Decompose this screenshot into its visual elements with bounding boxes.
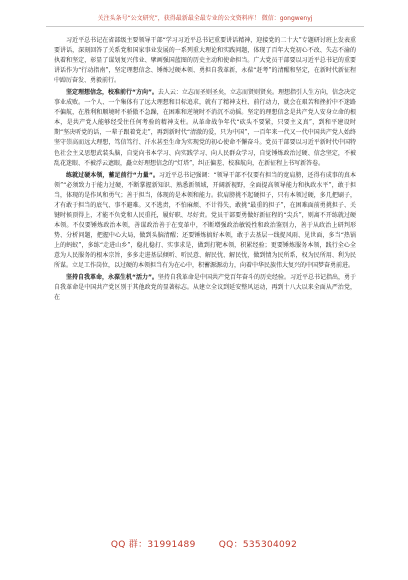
paragraph-text: 去人云：立志而圣则圣矣，立志而贤则贤矣。理想指引人生方向，信念决定事业成败。一个人、一个集体有了远大理想和目标追求，就有了精神支柱、前行动力，就会在艰苦和挫折中不迷路不偏航，在胜利和顺境时不骄傲不急躁，在困难和逆境时不消沉不动摇。坚定的理想信念是共产党人安身立命的根本，是共产党人能够经受住任何考验的精神支柱。从革命战争年代“砍头不要紧，只要主义真”，到和平建设时期“坚决听党的话，一辈子跟着党走”，再到新时代“清澈的爱，只为中国”，一百年来一代又一代中国共产党人始终坚守崇高而远大理想，笃信笃行、汗水甚至生命为实现党的初心使命不懈奋斗。党员干部要以习近平新时代中国特色社会主义思想武装头脑，自觉向书本学习、向实践学习、向人民群众学习，自觉锤炼政治过硬、信念坚定，不被乱花迷眼、不被浮云遮眼，矗立好理想信念的“灯塔”，纠正偏差、校准航向，在新征程上书写新答卷。 bbox=[54, 89, 356, 167]
paragraph-ideals bbox=[54, 88, 356, 168]
paragraph-text: 坚持自我革命是中国共产党百年奋斗的历史经验。习近平总书记指出，勇于自我革命是中国共产党区别于其他政党的显著标志。从建立全议到延安整风运动，再到十八大以来全面从严治党，在 bbox=[54, 274, 356, 302]
paragraph-text: 习近平总书记在省部级主要领导干部“学习习近平总书记重要讲话精神，迎接党的二十大”专题研讨班上发表重要讲话，深刻回答了关系党和国家事业发展的一系列重大理论和实践问题，体现了百年大党初心不改、失志不渝的执着和坚定，彰显了谋划复兴伟业、擘画强国蓝图的历史主动和使命担当。广大党员干部要以习近平总书记的重要讲话作为“行动指南”，坚定理想信念、锤炼过硬本领、勇担自我革新，永葆“赶考”的清醒和坚定，在新时代新征程中踔厉奋发、勇毅前行。 bbox=[54, 37, 356, 85]
paragraph-skills bbox=[54, 171, 356, 271]
footer-qq-group: QQ 群：31991489 bbox=[110, 540, 196, 550]
paragraph-heading: 坚持自我革命，永葆生机“活力”。 bbox=[66, 274, 158, 282]
article-body bbox=[54, 36, 356, 536]
paragraph-heading: 坚定理想信念，校准前行“方向”。 bbox=[66, 89, 158, 97]
footer-contact bbox=[0, 537, 408, 550]
header-banner: 关注头条号“公文研究”，获得最新最全最专业的公文资料库！ 微信：gongwenyj bbox=[97, 15, 313, 22]
paragraph-intro bbox=[54, 36, 356, 86]
footer-qq: QQ：535304092 bbox=[218, 540, 298, 550]
paragraph-self-revolution bbox=[54, 273, 356, 303]
paragraph-text: 习近平总书记强调：“领导干部不仅要有担当的宽肩膀，还得有成事的真本领”“必须致力于能力过硬，不断掌握新知识、熟悉新领域，开阔新视野，全面提高领导能力和执政水平”，敢于担当，体现的是作风和勇气；善于担当，体现的是本领和能力。软肩膀挑不起硬担子，只有本领过硬，多几把刷子，才有敢于担当的底气、事不避难。又不逃责，不怕麻烦、不计得失，敢挑“最重的担子”，在困难面前勇挑担子、关键时候顶得上，才能不负党和人民重托，履好职、尽好责。党员干部要勇做好新征程的“尖兵”，则离不开练就过硬本领。不仅要锤炼政治本领，善谋政治善于在变革中，不断增强政治敏锐性和政治鉴别力，善于从政治上研判形势、分析问题，把握中心大局，做到头脑清醒；还要锤炼搞好本领，敢于去基层一线捉风雨、见世面，多当“热锅上的蚂蚁”，多练“走进山乡”，稳扎稳打、实事求是，做到打靶本领，积累经验；更要锤炼服务本领，践行全心全意为人民服务的根本宗旨，多多走进基层倾听、听民意、解民忧、解民忧，做到情为民所系，权为民所用、利为民所谋。立足工作岗位，以过硬的本领担当有为在心中，积蓄源源动力，向着中华民族伟大复兴的中国梦奋勇前进。 bbox=[54, 171, 356, 270]
paragraph-heading: 练就过硬本领，蓄足前行“力量”。 bbox=[66, 171, 159, 179]
header-divider bbox=[46, 26, 364, 27]
